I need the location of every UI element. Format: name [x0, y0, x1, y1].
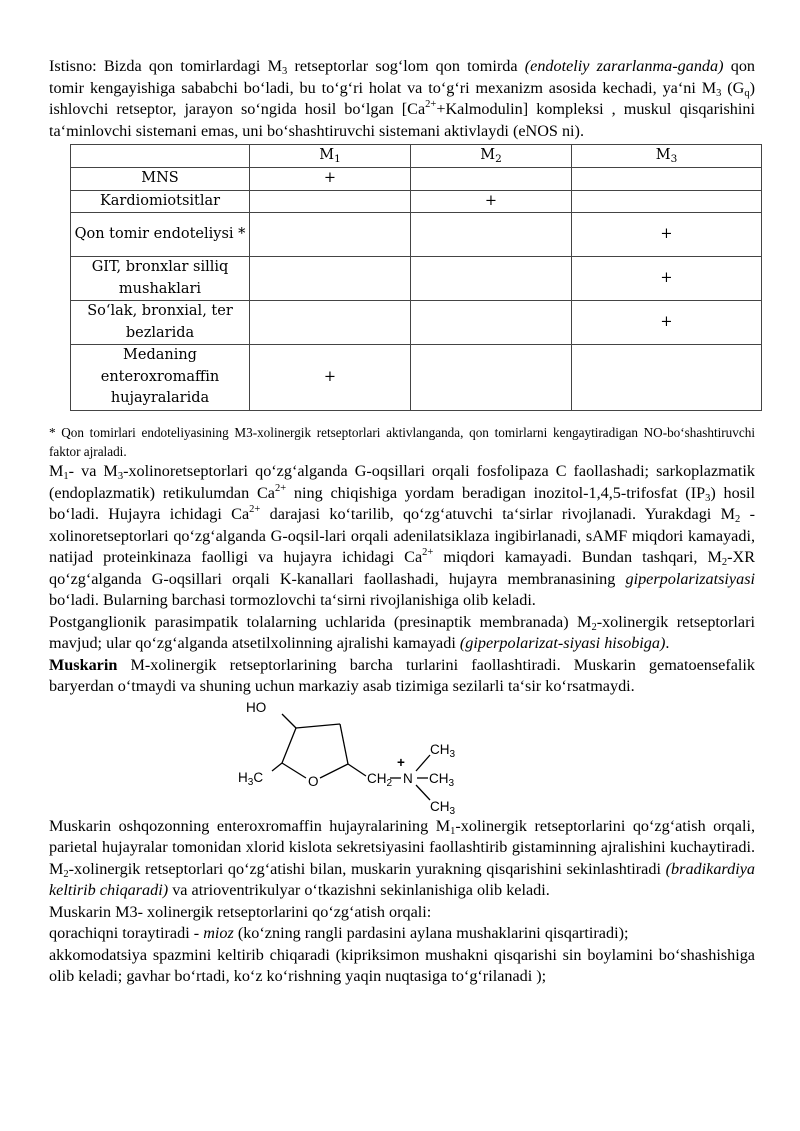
cell-m2 — [411, 301, 572, 345]
label-ch3-mid: $CH_3$ — [429, 770, 455, 789]
bond-ch2 — [348, 764, 366, 776]
cell-m3 — [572, 168, 762, 191]
label-ch2: $CH_2$ — [367, 770, 393, 789]
bond-ring-left — [282, 728, 296, 763]
row-label: Kardiomiotsitlar — [71, 190, 250, 213]
row-label: GIT, bronxlar silliq mushaklari — [71, 257, 250, 301]
cell-m2: + — [411, 190, 572, 213]
label-oxygen: O — [308, 773, 319, 789]
label-ho: HO — [246, 699, 267, 715]
table-header-m1: $M_1$ — [250, 145, 411, 168]
cell-m3 — [572, 190, 762, 213]
table-footnote: * Qon tomirlari endoteliyasining M3-xolinergik retseptorlari aktivlanganda, qon tomirlarni kengaytiradigan NO-bo‘shashtiruvchi faktor ajraladi. — [49, 425, 755, 459]
paragraph-exception: Istisno: Bizda qon tomirlardagi $M_3$ retseptorlar sog‘lom qon tomirda (endoteliy zararlanma-ganda) qon tomir kengayishiga sababchi bo‘ladi, bu to‘g‘ri holat va to‘g‘ri mexanizm asosida kechadi, ya‘ni $M_3$ $(G_q)$ ishlovchi retseptor, jarayon so‘ngida hosil bo‘lgan $[Ca^{2+}+Kalmodulin]$ kompleksi , muskul qisqarishini ta‘minlovchi sistemani emas, uni bo‘shashtiruvchi sistemani aktivlaydi (eNOS ni). — [49, 57, 755, 140]
cell-m3: + — [572, 301, 762, 345]
bond-ring-o-right — [320, 764, 348, 778]
table-row — [71, 301, 762, 345]
label-ch3-bottom: $CH_3$ — [430, 798, 456, 816]
row-label: Medaning enteroxromaffin hujayralarida — [71, 345, 250, 411]
bond-n-ch3-bottom — [416, 785, 430, 800]
table-header-m2: $M_2$ — [411, 145, 572, 168]
paragraph-accommodation: akkomodatsiya spazmini keltirib chiqaradi (kipriksimon mushakni qisqarishi sin boylamini bo‘shashishiga olib keladi; gavhar bo‘rtadi, ko‘z ko‘rishning yaqin nuqtasiga to‘g‘rilanadi ); — [49, 945, 755, 985]
cell-m1: + — [250, 168, 411, 191]
label-plus: + — [397, 754, 405, 770]
bond-methyl — [272, 763, 282, 771]
table-row — [71, 213, 762, 257]
table-row — [71, 168, 762, 191]
muscarine-structure — [236, 698, 496, 816]
bond-ring-right — [340, 724, 348, 764]
cell-m3: + — [572, 213, 762, 257]
cell-m1 — [250, 213, 411, 257]
cell-m1 — [250, 190, 411, 213]
bond-ring-top — [296, 724, 340, 728]
cell-m3 — [572, 345, 762, 411]
cell-m2 — [411, 345, 572, 411]
label-h3c: $H_3C$ — [238, 769, 264, 788]
cell-m2 — [411, 257, 572, 301]
bond-ring-o-left — [282, 763, 306, 778]
paragraph-miosis: qorachiqni toraytiradi - mioz (ko‘zning rangli pardasini aylana mushaklarini qisqartiradi); — [49, 924, 629, 942]
document-page — [49, 56, 755, 988]
paragraph-m3-intro: Muskarin M3- xolinergik retseptorlarini qo‘zg‘atish orqali: — [49, 902, 432, 921]
cell-m1 — [250, 257, 411, 301]
label-nitrogen: N — [403, 770, 413, 786]
cell-m2 — [411, 168, 572, 191]
table-row — [71, 190, 762, 213]
cell-m1: + — [250, 345, 411, 411]
paragraph-presynaptic: Postganglionik parasimpatik tolalarning uchlarida (presinaptik membranada) $M_2$-xolinergik retseptorlari mavjud; ular qo‘zg‘alganda atsetilxolinning ajralishi kamayadi (giperpolarizat-siyasi hisobiga). — [49, 612, 755, 652]
row-label: Qon tomir endoteliysi * — [71, 213, 250, 257]
label-ch3-top: $CH_3$ — [430, 741, 456, 760]
paragraph-muscarine: Muskarin M-xolinergik retseptorlarining barcha turlarini faollashtiradi. Muskarin gematoensefalik baryerdan o‘tmaydi va shuning uchun markaziy asab tizimiga sezilarli ta‘sir ko‘rsatmaydi. — [49, 655, 755, 695]
cell-m3: + — [572, 257, 762, 301]
row-label: MNS — [71, 168, 250, 191]
table-header-m3: $M_3$ — [572, 145, 762, 168]
paragraph-muscarine-effects: Muskarin oshqozonning enteroxromaffin hujayralarining $M_1$-xolinergik retseptorlarini qo‘zg‘atish orqali, parietal hujayralar tomonidan xlorid kislota sekretsiyasini faollashtirib gistaminning ajralishini kuchaytiradi. $M_2$-xolinergik retseptorlari qo‘zg‘atishi bilan, muskarin yurakning qisqarishini sekinlashtiradi (bradikardiya keltirib chiqaradi) va atrioventrikulyar o‘tkazishni sekinlanishiga olib keladi. — [49, 816, 755, 899]
table-header-row — [71, 145, 762, 168]
bond-n-ch3-top — [416, 755, 430, 771]
cell-m2 — [411, 213, 572, 257]
row-label: So‘lak, bronxial, ter bezlarida — [71, 301, 250, 345]
paragraph-m1-m3-mechanism: $M_1-$ va $M_3$-xolinoretseptorlari qo‘zg‘alganda G-oqsillari orqali fosfolipaza C faollashadi; sarkoplazmatik (endoplazmatik) retikulumdan $Ca^{2+}$ ning chiqishiga yordam beradigan inozitol-1,4,5-trifosfat $(IP_3)$ hosil bo‘ladi. Hujayra ichidagi $Ca^{2+}$ darajasi ko‘tarilib, qo‘zg‘atuvchi ta‘sirlar rivojlanadi. Yurakdagi $M_2$ - xolinoretseptorlari qo‘zg‘alganda G-oqsil-lari orqali adenilatsiklaza ingibirlanadi, sAMF miqdori kamayadi, natijad proteinkinaza faolligi va hujayra ichidagi $Ca^{2+}$ miqdori kamayadi. Bundan tashqari, $M_2-XR$ qo‘zg‘alganda G-oqsillari orqali K-kanallari faollashadi, hujayra membranasining giperpolarizatsiyasi bo‘ladi. Bularning barchasi tormozlovchi ta‘sirni rivojlanishiga olib keladi. — [49, 462, 756, 609]
cell-m1 — [250, 301, 411, 345]
table-row — [71, 257, 762, 301]
receptor-distribution-table — [70, 144, 762, 411]
table-row — [71, 345, 762, 411]
bond-ho — [282, 714, 296, 728]
table-header-cell — [71, 145, 250, 168]
